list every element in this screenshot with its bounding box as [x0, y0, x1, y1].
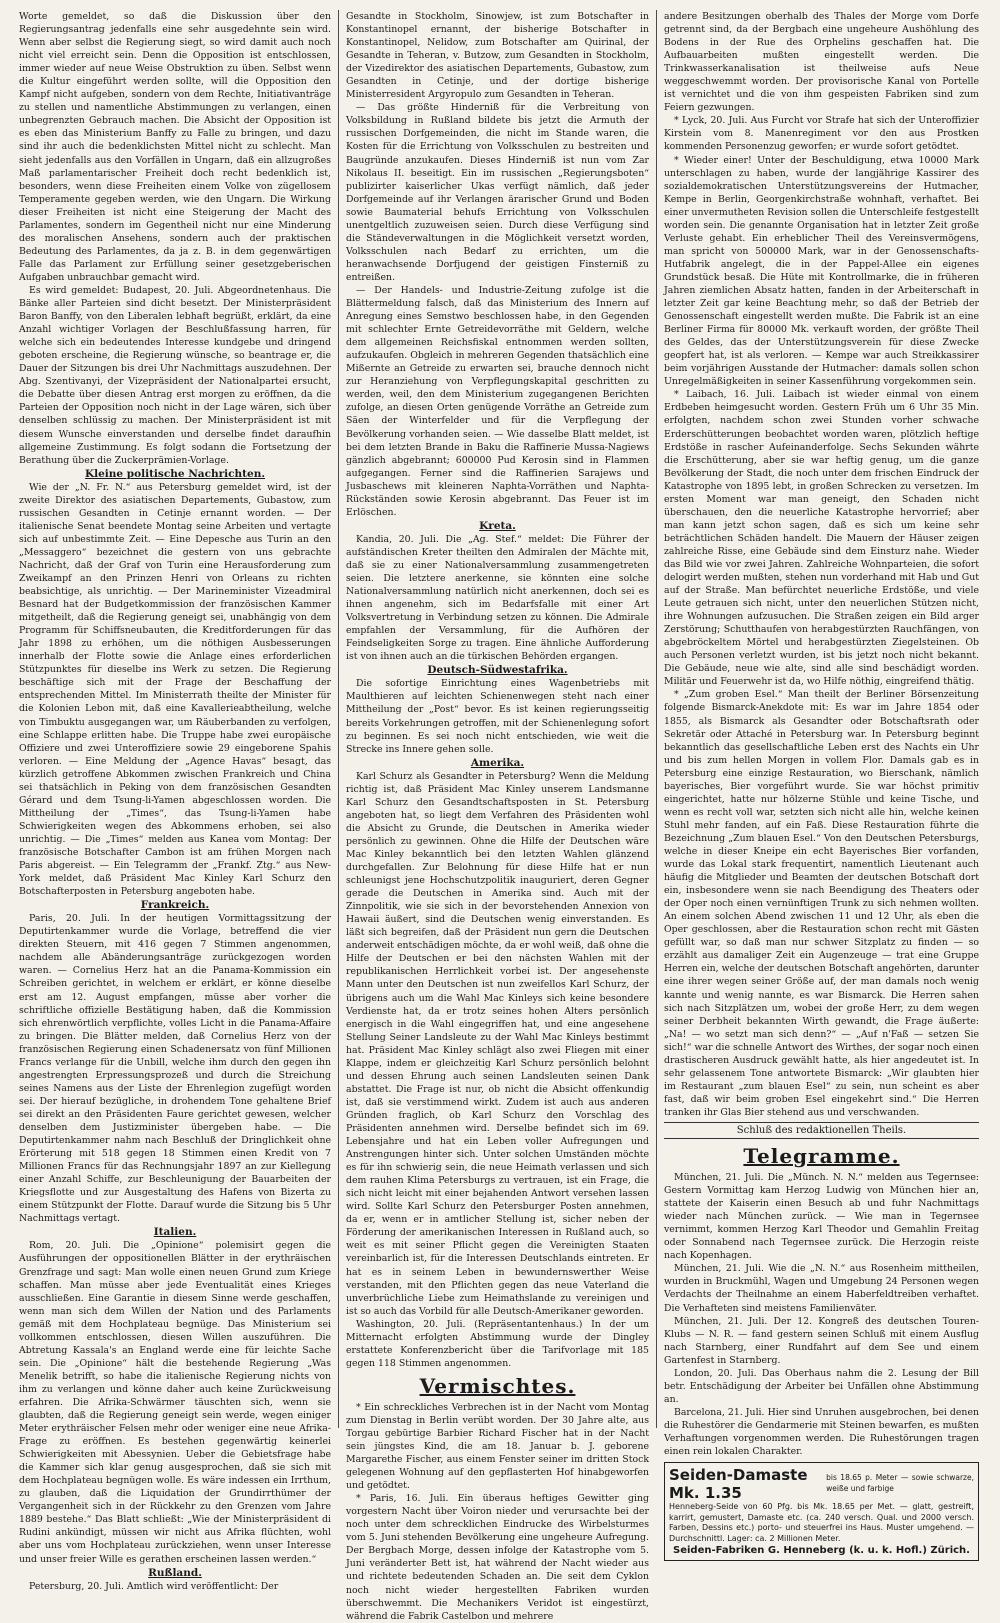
- section-heading: Kreta.: [479, 519, 516, 532]
- ad-header: [669, 1466, 974, 1502]
- article-paragraph: Barcelona, 21. Juli. Hier sind Unruhen ausgebrochen, bei denen die Ruhestörer die Gendarmerie mit Steinen bewarfen, es mußten Verhaftungen vorgenommen werden. Die Ruhestörungen tragen einen rein lokalen Charakter.: [664, 1406, 979, 1458]
- article-paragraph: * Lyck, 20. Juli. Aus Furcht vor Strafe hat sich der Unteroffizier Kirstein vom 8. Manenregiment vor den aus Prostken kommenden Personenzug geworfen; er wurde sofort getödtet.: [664, 115, 979, 153]
- article-paragraph: Wie der „N. Fr. N.“ aus Petersburg gemeldet wird, ist der zweite Direktor des asiatischen Departements, Gubastow, zum russischen Gesandten in Cetinje ernannt worden. — Der italienische Senat beendete Montag seine Arbeiten und vertagte sich auf unbestimmte Zeit. — Eine Depesche aus Turin an den „Messaggero“ bezeichnet die gestern von uns gebrachte Nachricht, daß der Graf von Turin eine Herausforderung zum Zweikampf an den Prinzen Henri von Orleans zu richten beabsichtige, als unrichtig. — Der Marineminister Vizeadmiral Besnard hat der Budgetkommission der französischen Kammer mitgetheilt, daß die Regierung geneigt sei, unabhängig von dem Programm für Schiffsneubauten, die Kreditforderungen für das Jahr 1898 zu erhöhen, um die nöthigen Ausbesserungen innerhalb der Flotte sowie die Anlage eines erforderlichen Stützpunktes für dieselbe ins Werk zu setzen. Die Regierung beschäftige sich mit der Frage der Beschaffung der entsprechenden Mittel. Im Ministerrath theilte der Minister für die Kolonien Lebon mit, daß eine Kavallerieabtheilung, welche von Timbuktu ausgegangen war, um Räuberbanden zu verfolgen, eine Schlappe erlitten habe. Die Truppe habe zwei europäische Offiziere und zwei Unteroffiziere sowie 29 eingeborene Spahis verloren. — Eine Meldung der „Agence Havas“ besagt, das kürzlich getroffene Abkommen zwischen Frankreich und China sei thatsächlich in Peking von dem französischen Gesandten Gérard und dem Tsung-li-Yamen abgeschlossen worden. Die Mittheilung der „Times“, das Tsung-li-Yamen habe Schwierigkeiten wegen des Abkommens erhoben, sei also unrichtig. — Die „Times“ melden aus Kanea vom Montag: Der französische Botschafter Cambon ist am frühen Morgen nach Paris abgereist. — Ein Telegramm der „Frankf. Ztg.“ aus New-York meldet, daß Präsident Mac Kinley Karl Schurz den Botschafterposten in Petersburg angeboten habe.: [19, 481, 331, 898]
- column-2: [338, 10, 656, 1622]
- section-title: Vermischtes.: [419, 1373, 576, 1398]
- article-paragraph: Karl Schurz als Gesandter in Petersburg? Wenn die Meldung richtig ist, daß Präsident Mac Kinley unserem Landsmanne Karl Schurz den Gesandtschaftsposten in St. Petersburg angeboten hat, so liegt dem Verfahren des Präsidenten wohl die Absicht zu Grunde, die Deutschen in Amerika wieder persönlich zu gewinnen. Ohne die Hilfe der Deutschen wäre Mac Kinley bekanntlich bei den letzten Wahlen glänzend durchgefallen. Zur Belohnung für diese Hilfe hat er nun schleunigst jene Hochschutzpolitik inauguriert, deren Gegner gerade die Deutschen in Amerika sind. Auch mit der Zinnpolitik, wie sie sich in der bevorstehenden Annexion von Hawaii äußert, sind die Deutschen wenig einverstanden. Es läßt sich begreifen, daß der Präsident nun gern die Deutschen anderweit entschädigen möchte, da er wohl weiß, daß ohne die Hilfe der Deutschen er bei den nächsten Wahlen mit der republikanischen Herrlichkeit vorbei ist. Der angesehenste Mann unter den Deutschen ist nun zweifellos Karl Schurz, der übrigens auch um die Wahl Mac Kinleys sich keine besondere Verdienste hat, da er trotz seines hohen Alters persönlich energisch in die Wahl eingegriffen hat, und eine angesehene Stellung Seiner Landsleute zu der Wahl Mac Kinleys bestimmt hat. Präsident Mac Kinley schlägt also zwei Fliegen mit einer Klappe, indem er gleichzeitig Karl Schurz persönlich belohnt und dessen Ehrung auch seinen Landsleuten seinen Dank abstattet. Die Frage ist nur, ob nicht die Absicht offenkundig ist, daß sie verstimmend wirkt. Zudem ist auch aus anderen Gründen fraglich, ob Karl Schurz den Vorschlag des Präsidenten annehmen wird. Derselbe befindet sich im 69. Lebensjahre und hat ein Leben voller Aufregungen und Anstrengungen hinter sich. Unter solchen Umständen möchte es für ihn schwierig sein, die neue Heimath verlassen und sich dem rauhen Klima Petersburgs zu vertrauen, ist ein Frage, die sich nicht leicht mit einer bejahenden Antwort versehen lassen wird. Sollte Karl Schurz den Petersburger Posten annehmen, da er, wenn er in amtlicher Stellung ist, sicher neben der Förderung der amerikanischen Interessen in Rußland auch, so weit es mit seiner Pflicht gegen die Vereinigten Staaten vereinbarlich ist, für die Interessen Deutschlands eintreten. Er hat es in seinem Leben in bewundernswerther Weise verstanden, mit den Pflichten gegen das neue Vaterland die unverbrüchliche Liebe zum Heimathslande zu vereinigen und ist so auch das Vorbild für alle Deutsch-Amerikaner geworden.: [346, 770, 649, 1317]
- article-paragraph: Kandia, 20. Juli. Die „Ag. Stef.“ meldet: Die Führer der aufständischen Kreter theilten den Admiralen der Mächte mit, daß sie zu einer Nationalversammlung zusammengetreten seien. Die letztere anerkenne, sie könnten eine solche Nationalversammlung natürlich nicht anerkennen, doch sei es ihnen angenehm, sich im Bedarfsfalle mit einer Art Volksvertretung in Verbindung setzen zu können. Die Admirale empfahlen der Versammlung, für die Aufhören der Feindseligkeiten Sorge zu tragen. Eine ähnliche Aufforderung ist von ihnen auch an die türkischen Behörden ergangen.: [346, 533, 649, 663]
- article-paragraph: Paris, 20. Juli. In der heutigen Vormittagssitzung der Deputirtenkammer wurde die Vorlage, betreffend die vier direkten Steuern, mit 416 gegen 7 Stimmen angenommen, nachdem alle Abänderungsanträge zurückgezogen worden waren. — Cornelius Herz hat an die Panama-Kommission ein Schreiben gerichtet, in welchem er erklärt, er könne dieselbe erst am 12. August empfangen, müsse aber vorher die schriftliche offizielle Bestätigung haben, daß die Kommission sich ehrenwörtlich verpflichte, volles Licht in die Panama-Affaire zu bringen. Die Blätter melden, daß Cornelius Herz von der französischen Regierung einen Schadenersatz von fünf Millionen Francs verlange für die Unbill, welche ihm durch den gegen ihn angestrengten Erpressungsprozeß und durch die Streichung seines Namens aus der Liste der Ehrenlegion zugefügt worden sei. Der hierauf bezügliche, in drohendem Tone gehaltene Brief sei direkt an den Präsidenten Faure gerichtet gewesen, welcher denselben dem Justizminister übergeben habe. — Die Deputirtenkammer nahm nach Beschluß der Dringlichkeit ohne Erörterung mit 518 gegen 18 Stimmen einen Kredit von 7 Millionen Francs für das Rechnungsjahr 1897 an zur Kiellegung einer Anzahl Schiffe, zur Beschleunigung der Bauarbeiten der Kriegsflotte und zur Ausgestaltung des Hafens von Bizerta zu einem Stützpunkt der Flotte. Darauf wurde die Sitzung bis 5 Uhr Nachmittags vertagt.: [19, 913, 331, 1225]
- article-paragraph: * Ein schreckliches Verbrechen ist in der Nacht vom Montag zum Dienstag in Berlin verübt worden. Der 30 Jahre alte, aus Torgau gebürtige Barbier Richard Fischer hat in der Nacht sein jüngstes Kind, die am 18. Januar b. J. geborene Margarethe Fischer, aus einem Fenster seiner im dritten Stock gelegenen Wohnung auf den gepflasterten Hof hinabgeworfen und getödtet.: [346, 1401, 649, 1492]
- article-paragraph: Es wird gemeldet: Budapest, 20. Juli. Abgeordnetenhaus. Die Bänke aller Parteien sind dicht besetzt. Der Ministerpräsident Baron Banffy, von den Liberalen lebhaft begrüßt, erklärt, da eine Anzahl wichtiger Vorlagen der Beschlußfassung harren, für welche sich ein bedeutendes Interesse kundgebe und dringend geboten erscheine, die Regierung wünsche, so beantrage er, die Dauer der Sitzungen bis drei Uhr Nachmittags auszudehnen. Der Abg. Szentivanyi, der Vizepräsident der Nationalpartei ersucht, die Debatte über diesen Antrag erst morgen zu eröffnen, da die Parteien der Opposition noch nicht in der Lage wären, sich über denselben schlüssig zu machen. Der Ministerpräsident ist mit diesem Wunsche einverstanden und derselbe findet daraufhin allgemeine Zustimmung. Es folgt sodann die Fortsetzung der Berathung über die Zuckerprämien-Vorlage.: [19, 284, 331, 466]
- ad-side-text: bis 18.65 p. Meter — sowie schwarze, weiße und farbige: [826, 1473, 974, 1493]
- section-heading: Amerika.: [470, 756, 525, 769]
- article-paragraph: München, 21. Juli. Der 12. Kongreß des deutschen Touren-Klubs — N. R. — fand gestern seinen Schluß mit einem Ausflug nach Starnberg, einer Rundfahrt auf dem See und einem Gartenfest in Starnberg.: [664, 1315, 979, 1366]
- article-paragraph: * Laibach, 16. Juli. Laibach ist wieder einmal von einem Erdbeben heimgesucht worden. Gestern Früh um 6 Uhr 35 Min. erfolgten, nachdem schon zwei Stunden vorher schwache Erderschütterungen beobachtet worden waren, plötzlich heftige Erdstöße in rascher Aufeinanderfolge. Sechs Sekunden währte die Erschütterung, aber sie war heftig genug, um die ganze Bevölkerung der Stadt, die noch unter dem frischen Eindruck der Katastrophe von 1895 lebt, in großen Schrecken zu versetzen. Im ersten Moment war man geneigt, den Schaden nicht überschauen, den die neuerliche Katastrophe hervorrief; aber man kann jetzt schon sagen, daß es sich um keine sehr beträchtlichen Schäden handelt. Die Mauern der Häuser zeigen zahlreiche Risse, eine Gebäude sind dem Einsturz nahe. Wieder das Bild wie vor zwei Jahren. Zahlreiche Wohnparteien, die sofort delogirt werden mußten, stehen nun vorderhand mit Hab und Gut auf der Straße. Man befürchtet neuerliche Erdstöße, und viele Leute getrauen sich nicht, unter den neuerlichen Stützen nicht, ihre Wohnungen aufzusuchen. Die Straßen zeigen ein Bild arger Zerstörung; Schutthaufen von herabgestürzten Rauchfängen, von abgebröckeltem Mörtel und herabgestürzten Ziegelsteinen. Ob auch Personen verletzt wurden, ist bis jetzt noch nicht bekannt. Die Gebäude, neue wie alte, sind alle sind beschädigt worden. Militär und Feuerwehr ist da, wo Hilfe nöthig, eingreifend thätig.: [664, 389, 979, 688]
- section-heading: Kleine politische Nachrichten.: [85, 467, 265, 480]
- column-1: [12, 10, 338, 1592]
- section-heading: Italien.: [153, 1226, 197, 1239]
- article-paragraph: München, 21. Juli. Die „Münch. N. N.“ melden aus Tegernsee: Gestern Vormittag kam Herzog Ludwig von München hier an, stattete der Kaiserin einen Besuch ab und fuhr Nachmittags wieder nach München zurück. — Wie man in Tegernsee vernimmt, kommen Herzog Karl Theodor und Gemahlin Freitag oder Sonnabend nach Tegernsee zurück. Die Herzogin reiste nach Kopenhagen.: [664, 1172, 979, 1262]
- article-paragraph: München, 21. Juli. Wie die „N. N.“ aus Rosenheim mittheilen, wurden in Bruckmühl, Wagen und Umgebung 24 Personen wegen Verdachts der Theilnahme an einem Haberfeldtreiben verhaftet. Die Verhafteten sind meistens Familienväter.: [664, 1263, 979, 1314]
- article-paragraph: Gesandte in Stockholm, Sinowjew, ist zum Botschafter in Konstantinopel ernannt, der bisherige Botschafter in Konstantinopel, Nelidow, zum Botschafter am Quirinal, der Gesandte in Teheran, v. Butzow, zum Gesandten in Stockholm, der Vizedirektor des asiatischen Departements, Gubastow, zum Gesandten in Cetinje, und der dortige bisherige Ministerresident Argyropulo zum Gesandten in Teheran.: [346, 11, 649, 101]
- article-paragraph: Washington, 20. Juli. (Repräsentantenhaus.) In der um Mitternacht erfolgten Abstimmung wurde der Dingley erstattete Konferenzbericht über die Tarifvorlage mit 185 gegen 118 Stimmen angenommen.: [346, 1318, 649, 1369]
- article-paragraph: Rom, 20. Juli. Die „Opinione“ polemisirt gegen die Ausführungen der oppositionellen Blätter in der erythräischen Grenzfrage und sagt: Man wolle einen neuen Grund zum Kriege schaffen. Man müsse aber jede Eventualität eines Krieges ausschließen. Eine Garantie in diesem Sinne werde geschaffen, wenn man sich dem Willen der Nation und des Parlaments gemäß mit dem Hochplateau begnüge. Das Ministerium sei vollkommen entschlossen, diesen Willen auszuführen. Die Abtretung Kassala's an England werde eine für leichte Sache sein. Die „Opinione“ hält die bestehende Regierung „Was Menelik betrifft, so habe die italienische Regierung nichts von ihm zu verlangen und könne daher auch keine Zurückweisung erfahren. Die Afrika-Schwärmer täuschten sich, wenn sie glaubten, daß die Regierung geneigt sein werde, wegen einiger Meter erythräischer Felsen mehr oder weniger eine neue Afrika-Frage zu eröffnen. Es bestehen gegenwärtig keinerlei Schwierigkeiten mit Abessynien. Ueber die Gebietsfrage habe die Kammer sich klar genug ausgesprochen, daß sie sich mit dem Hochplateau begnügen wolle. Es wäre indessen ein Irrthum, zu glauben, daß die Liquidation der Grundirrthümer der Vergangenheit sich in der Rückkehr zu den Grenzen vom Jahre 1889 bestehe.“ Das Blatt schließt: „Wie der Ministerpräsident di Rudini ankündigt, müssen wir nicht aus Afrika flüchten, wohl aber uns vom Hochplateau zurückziehen, wenn unser Interesse und unser freier Wille es gerathen erscheinen lassen werden.“: [19, 1240, 331, 1565]
- ad-body: Henneberg-Seide von 60 Pfg. bis Mk. 18.65 per Met. — glatt, gestreift, karrirt, gemustert, Damaste etc. (ca. 240 versch. Qual. und 2000 versch. Farben, Dessins etc.) porto- und steuerfrei ins Haus. Muster umgehend. — Durchschnittl. Lager: ca. 2 Millionen Meter.: [669, 1502, 974, 1543]
- column-3-text: [664, 10, 979, 1458]
- section-heading: Frankreich.: [140, 899, 210, 912]
- article-paragraph: Die sofortige Einrichtung eines Wagenbetriebs mit Maulthieren auf leichten Schienenwegen steht nach einer Mittheilung der „Post“ bevor. Es ist keinen regierungsseitig bereits Vorkehrungen getroffen, mit der Schienenlegung sofort zu beginnen. Es sei noch nicht entschieden, wie weit die Strecke ins Innere gehen solle.: [346, 678, 649, 755]
- section-title: Telegramme.: [743, 1144, 900, 1169]
- article-paragraph: * Wieder einer! Unter der Beschuldigung, etwa 10000 Mark unterschlagen zu haben, wurde der langjährige Kassirer des sozialdemokratischen Unterstützungsvereins der Hutmacher, Kempe in Berlin, Georgenkirchstraße wohnhaft, verhaftet. Bei einer unvermutheten Revision sollen die Unterschleife festgestellt worden sein. Die genannte Organisation hat in letzter Zeit große Verluste gehabt. Ein erheblicher Theil des Vereinsvermögens, man spricht von 500000 Mark, war in der Genossenschafts-Hutfabrik angelegt, die in der Pappel-Allee ein eigenes Grundstück besaß. Die Hüte mit Kontrollmarke, die in früheren Jahren ziemlichen Absatz hatten, fanden in der Arbeiterschaft in letzter Zeit gar keine Beachtung mehr, so daß der Betrieb der Genossenschaft eingestellt werden mußte. Die Fabrik ist an eine Berliner Firma für 80000 Mk. verkauft worden, der größte Theil des Geldes, das der Unterstützungsverein für diese Zwecke geopfert hat, ist als verloren. — Kempe war auch Streikkassirer beim vorjährigen Ausstande der Hutmacher: damals sollen schon Unregelmäßigkeiten in seiner Kassenführung vorgekommen sein.: [664, 154, 979, 388]
- article-paragraph: andere Besitzungen oberhalb des Thales der Morge vom Dorfe getrennt sind, da der Bergbach eine ungeheure Aushöhlung des Bodens in der Rue des Orphelins geschaffen hat. Die Aufbauarbeiten mußten eingestellt werden. Die Trinkwasserkanalisation ist theilweise aufs Neue weggeschwemmt worden. Der provisorische Kanal von Portelle ist vernichtet und die von ihm gespeisten Fabriken sind zum Feiern gezwungen.: [664, 11, 979, 114]
- advertisement: [664, 1462, 979, 1561]
- article-paragraph: Petersburg, 20. Juli. Amtlich wird veröffentlicht: Der: [29, 1580, 279, 1592]
- ad-footer: Seiden-Fabriken G. Henneberg (k. u. k. Hofl.) Zürich.: [673, 1545, 970, 1557]
- article-paragraph: — Der Handels- und Industrie-Zeitung zufolge ist die Blättermeldung falsch, daß das Ministerium des Innern auf Anregung eines Semstwo beschlossen habe, in den Gegenden mit schlechter Ernte Getreidevorräthe mit Geldern, welche dem allgemeinen Reichsfiskal entnommen werden sollten, aufzukaufen. Obgleich in mehreren Gegenden thatsächlich eine Mißernte an Getreide zu erwarten sei, brauche dennoch nicht zur Heranziehung von Verpflegungskapital geschritten zu werden, weil, den dem Ministerium zugegangenen Berichten zufolge, an diesen Orten genügende Vorräthe an Getreide zum Säen der Winterfelder und für die Verpflegung der Bevölkerung vorhanden seien. — Wie dasselbe Blatt meldet, ist bei dem letzten Brande in Baku die Raffinerie Mussa-Nagiews gänzlich abgebrannt; 600000 Pud Kerosin sind in Flammen aufgegangen. Ferner sind die Raffinerien Sarajews und Jusbaschews mit kleineren Naphta-Vorräthen und Naphta-Rückständen sowie Kerosin abgebrannt. Das Feuer ist im Erlöschen.: [346, 284, 649, 518]
- editorial-end-line: Schluß des redaktionellen Theils.: [664, 1122, 979, 1139]
- article-paragraph: Worte gemeldet, so daß die Diskussion über den Regierungsantrag jedenfalls eine sehr ausgedehnte sein wird. Wenn aber selbst die Regierung siegt, so wird damit auch noch nicht viel erreicht sein. Denn die Opposition ist entschlossen, immer wieder auf neue Weise Obstruktion zu üben. Selbst wenn die Kultur eingeführt werden sollte, will die Opposition den Kampf nicht aufgeben, sondern von dem Rechte, Initiativanträge zu stellen und namentliche Abstimmungen zu verlangen, einen unbegrenzten Gebrauch machen. Die Absicht der Opposition ist es eben das Ministerium Banffy zu Falle zu bringen, und dazu sind ihr auch die bedenklichsten Mittel nicht zu schlecht. Man sieht jedenfalls aus den Vorfällen in Ungarn, daß ein allzugroßes Maß parlamentarischer Freiheit doch recht bedenklich ist, besonders, wenn diese Freiheiten einem Volke von zügellosem Temperamente gegeben werden, wie den Ungarn. Die Wirkung dieser Freiheiten ist nicht eine Steigerung der Macht des Parlamentes, sondern im Gegentheil nicht nur eine Minderung des moralischen Ansehens, sondern auch der praktischen Bedeutung des Parlamentes, da ja z. B. in dem gegenwärtigen Falle das Parlament zur Erfüllung seiner gesetzgeberischen Aufgaben unbrauchbar gemacht wird.: [19, 11, 331, 283]
- article-paragraph: London, 20. Juli. Das Oberhaus nahm die 2. Lesung der Bill betr. Entschädigung der Arbeiter bei Unfällen ohne Abstimmung an.: [664, 1367, 979, 1405]
- article-paragraph: * „Zum groben Esel.“ Man theilt der Berliner Börsenzeitung folgende Bismarck-Anekdote mit: Es war im Jahre 1854 oder 1855, als Bismarck als Gesandter oder Botschaftsrath oder Sekretär oder Attaché in Petersburg war. In Petersburg beginnt bekanntlich das gesellschaftliche Leben erst des Nachts ein Uhr und bis zum hellen Morgen in vollem Flor. Damals gab es in Petersburg eine einzige Restauration, wo Bierschank, nämlich bayerisches, Bier vorgeführt wurde. Sie war höchst primitiv eingerichtet, hatte nur hölzerne Stühle und keine Tische, und wenn es recht voll war, setzten sich nicht alle hin, welche keinen Stuhl mehr fanden, auf ein Faß. Diese Restauration führte die Bezeichnung „Zum blauen Esel.“ Von den Deutschen Petersburgs, welche in dieser Kneipe ein echt Bayerisches Bier vorfanden, wurde das Lokal stark frequentirt, namentlich Lieutenant auch häufig die Mitglieder und Beamten der deutschen Botschaft dort ein, insbesondere wenn sie nach Beendigung des Theaters oder der Oper noch einen vernünftigen Trunk zu sich nehmen wollten. An einem solchen Abend zwischen 11 und 12 Uhr, als eben die Oper geschlossen, aber die Restauration schon recht mit Gästen gefüllt war, so daß man nur schwer Sitzplatz zu finden — so erzählt aus damaliger Zeit ein Augenzeuge — trat eine Gruppe Herren ein, welche der deutschen Botschaft angehörten, darunter eine ihrer wegen seiner Größe auf, der man damals noch wenig kannte und wenig nannte, es war Bismarck. Die Herren sahen sich nach Sitzplätzen um, wobei der große Herr, zu dem wegen seiner Derbheit bekannten Wirth gewandt, die Frage äußerte: „Na! — wo setzt man sich denn?“ — „Auf n'Faß — setzen Sie sich!“ war die schnelle Antwort des Wirthes, der sogar noch einen drastischeren Ausdruck gewählt hatte, als hier angedeutet ist. In sehr gelassenem Tone antwortete Bismarck: „Wir glaubten hier im Restaurant „zum blauen Esel“ zu sein, nun scheint es aber fast, daß wir beim groben Esel eingekehrt sind.“ Die Herren tranken ihr Glas Bier stehend aus und verschwanden.: [664, 689, 979, 1118]
- article-paragraph: — Das größte Hinderniß für die Verbreitung von Volksbildung in Rußland bildete bis jetzt die Armuth der russischen Dorfgemeinden, die nicht im Stande waren, die Kosten für die Errichtung von Volksschulen zu bestreiten und Baugründe anzukaufen. Dieses Hinderniß ist nun vom Zar Nikolaus II. beseitigt. Ein im russischen „Regierungsboten“ publizirter kaiserlicher Ukas verfügt nämlich, daß jeder Dorfgemeinde auf ihr Verlangen ärarischer Grund und Boden sowie Baumaterial behufs Errichtung von Volksschulen unentgeltlich zuzuweisen seien. Durch diese Verfügung sind die Ständeverwaltungen in die Möglichkeit versetzt worden, Volksschulen nach Bedarf zu errichten, um die heranwachsende Dorfjugend der geistigen Finsterniß zu entreißen.: [346, 102, 649, 283]
- column-3: [656, 10, 986, 1557]
- ad-title: Seiden-Damaste Mk. 1.35: [669, 1466, 808, 1503]
- article-paragraph: * Paris, 16. Juli. Ein überaus heftiges Gewitter ging vorgestern Nacht über Voiron nieder und verursachte bei der noch unter dem schrecklichen Eindrucke des Wirbelsturmes vom 5. Juni stehenden Bevölkerung eine ungeheure Aufregung. Der Bergbach Morge, dessen infolge der Katastrophe vom 5. Juni veränderter Bett ist, hat während der Nacht wieder aus und richtete bedeutenden Schaden an. Die seit dem Cyklon noch nicht wieder hergestellten Fabriken wurden überschwemmt. Die Mechanikers Veridot ist eingestürzt, während die Fabrik Castelbon und mehrere: [346, 1493, 649, 1622]
- section-heading: Rußland.: [148, 1566, 202, 1579]
- section-heading: Deutsch-Südwestafrika.: [427, 664, 568, 677]
